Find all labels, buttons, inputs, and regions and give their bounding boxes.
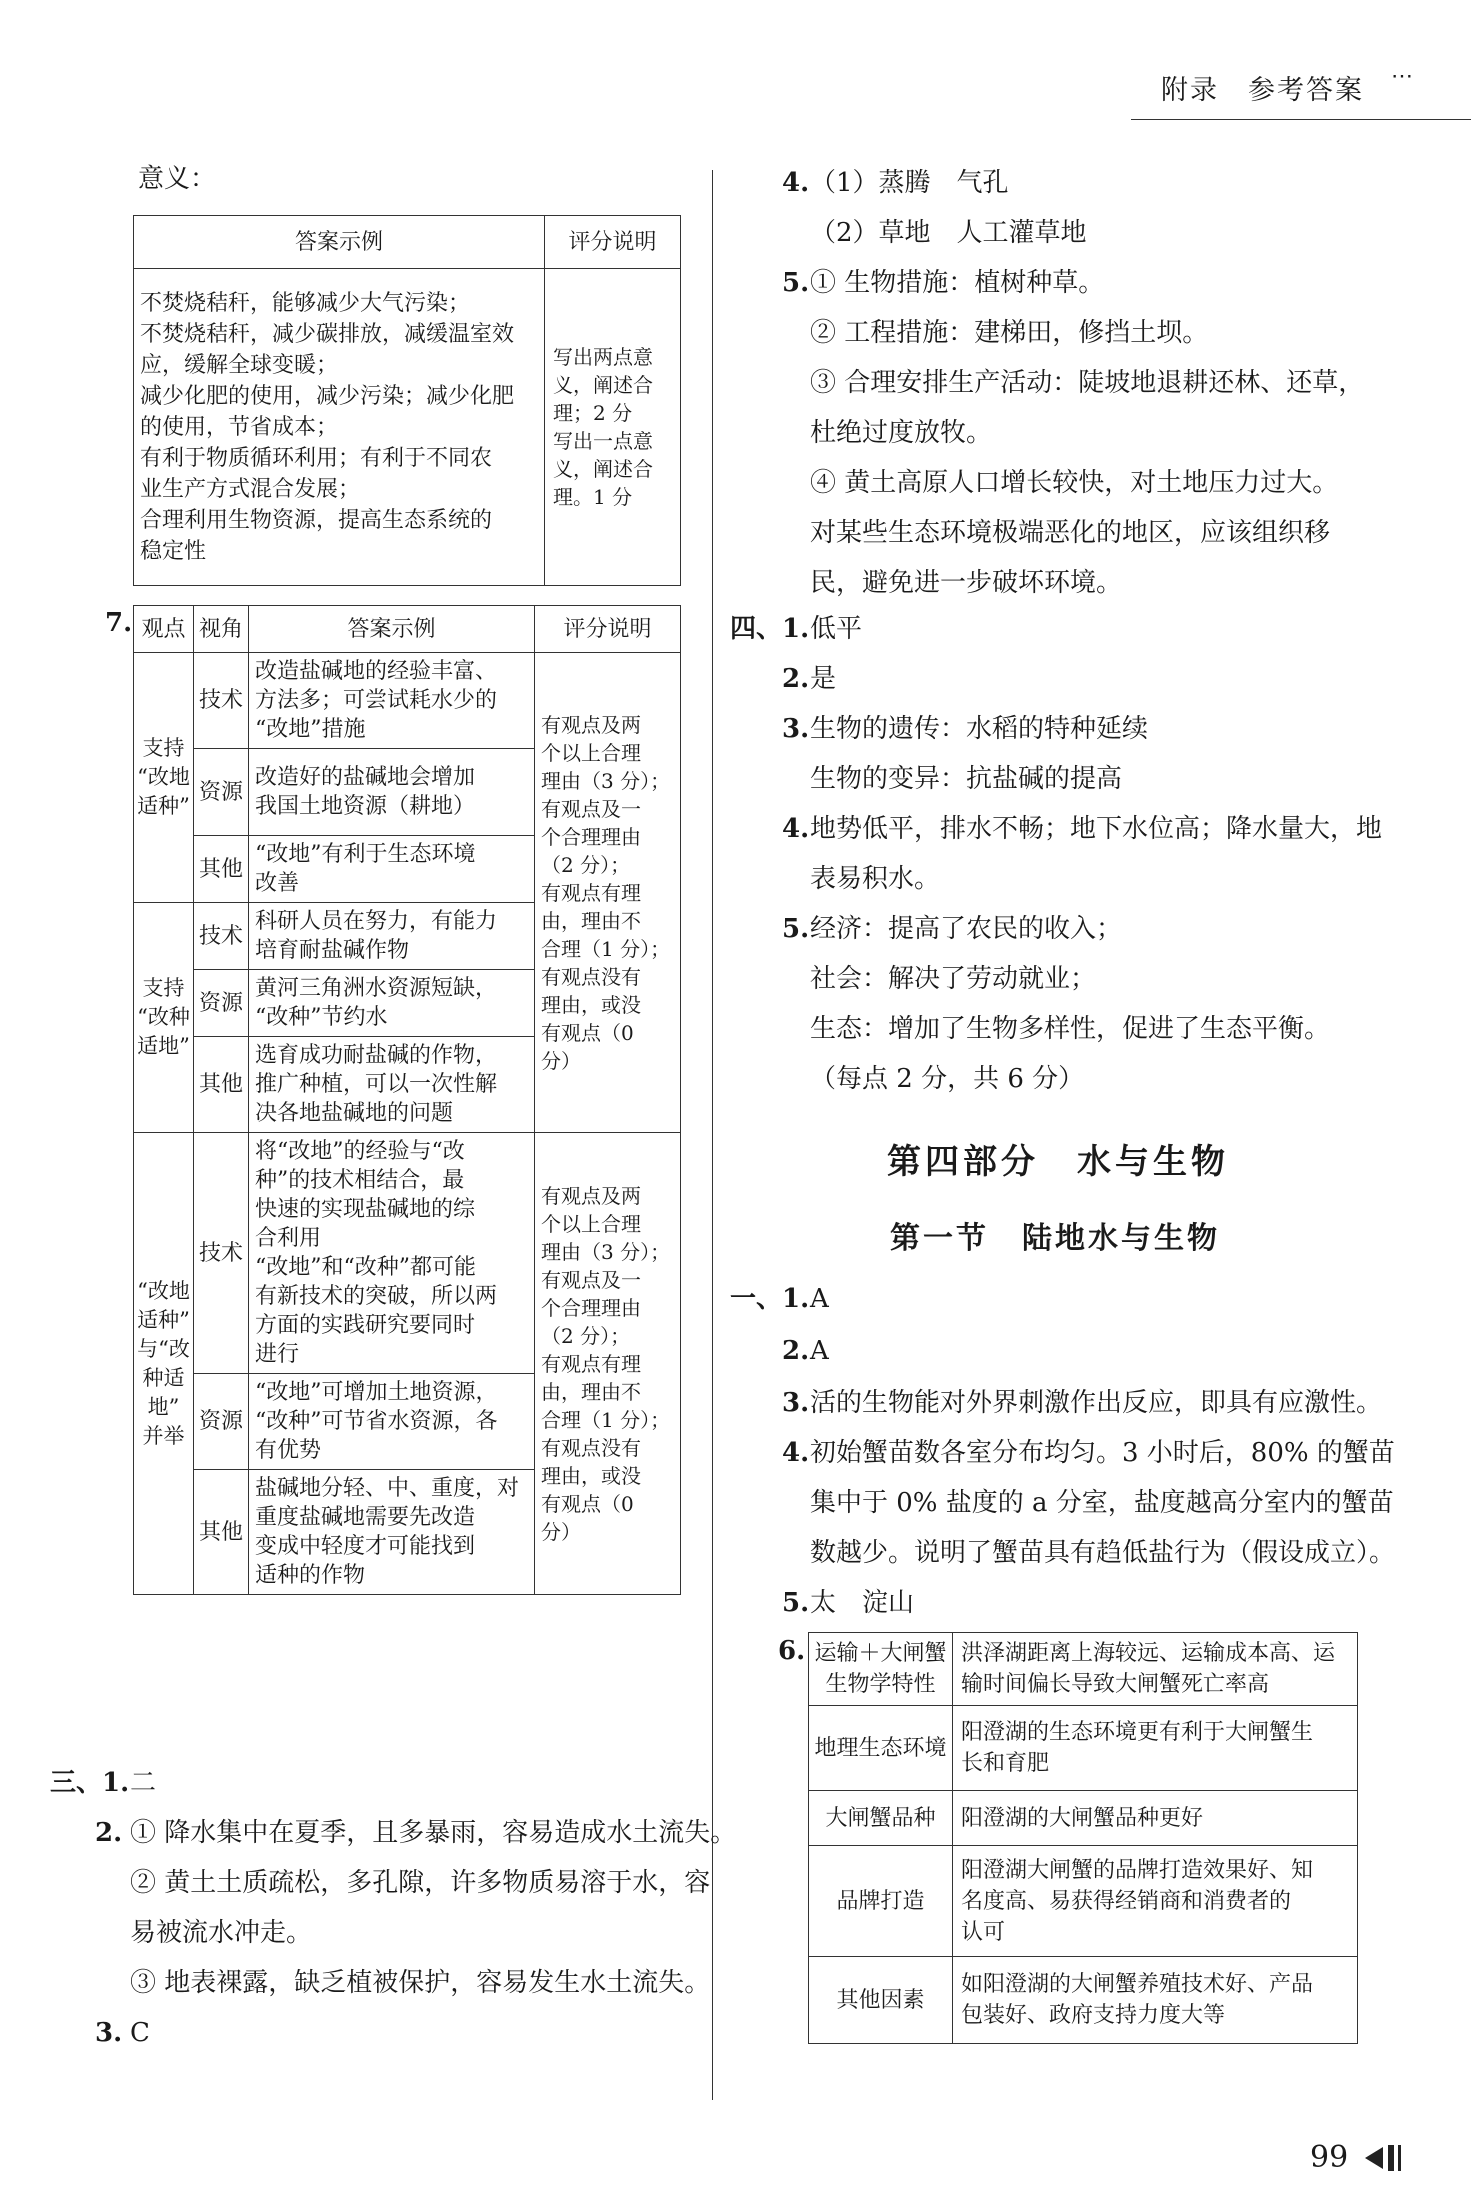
question-number: 3.: [782, 714, 810, 744]
example-line: 减少化肥的使用，减少污染；减少化肥: [140, 383, 515, 409]
example-line: 的使用，节省成本；: [140, 414, 339, 440]
view-line: 与“改: [137, 1336, 190, 1361]
view-line: 种适: [142, 1365, 185, 1390]
example-line: 适种的作物: [255, 1563, 366, 1588]
answer-line: 太 淀山: [810, 1588, 915, 1618]
answer-line: 民，避免进一步破坏环境。: [810, 568, 1123, 598]
scoring-line: 有观点及一: [541, 1267, 641, 1292]
col-header-scoring: 评分说明: [545, 216, 681, 269]
answer-line: 社会：解决了劳动就业；: [810, 964, 1097, 994]
answer-line: C: [130, 2018, 150, 2048]
example-line: 变成中轻度才可能找到: [255, 1534, 476, 1559]
detail-line: 包装好、政府支持力度大等: [961, 2003, 1226, 2028]
col-header-example: 答案示例: [134, 216, 545, 269]
question-number: 5.: [782, 914, 810, 944]
factor-cell: [809, 1957, 953, 2044]
scoring-line: 有观点没有: [541, 1435, 641, 1460]
detail-cell: [953, 1706, 1358, 1791]
detail-line: 如阳澄湖的大闸蟹养殖技术好、产品: [961, 1972, 1314, 1997]
scoring-line: 分）: [541, 1519, 581, 1544]
answer-line: ① 生物措施：植树种草。: [810, 268, 1105, 298]
scoring-cell: [545, 269, 681, 586]
header-rule: [1131, 119, 1471, 120]
view-line: “改地: [137, 765, 190, 789]
example-line: 我国土地资源（耕地）: [255, 794, 476, 819]
page-number: 99: [1310, 2140, 1349, 2175]
scoring-line: 有观点（0: [541, 1020, 634, 1045]
table-row: [809, 1846, 1358, 1957]
example-line: 种”的技术相结合，最: [255, 1168, 465, 1193]
example-line: 将“改地”的经验与“改: [255, 1139, 465, 1164]
answer-line: 杜绝过度放牧。: [810, 418, 993, 448]
detail-line: 名度高、易获得经销商和消费者的: [961, 1888, 1292, 1914]
example-line: 合理利用生物资源，提高生态系统的: [140, 507, 493, 533]
scoring-line: 个以上合理: [541, 1211, 641, 1236]
detail-line: 长和育肥: [961, 1751, 1050, 1776]
angle-cell: 资源: [194, 1374, 249, 1470]
scoring-line: 写出两点意: [553, 345, 653, 369]
example-line: 推广种植，可以一次性解: [255, 1072, 498, 1097]
example-line: 重度盐碱地需要先改造: [255, 1505, 476, 1530]
meaning-label: 意义：: [138, 164, 217, 194]
example-line: 不焚烧秸秆，能够减少大气污染；: [140, 290, 471, 316]
example-cell: [249, 1037, 535, 1133]
table-header-row: [134, 216, 681, 269]
angle-cell: 技术: [194, 1133, 249, 1374]
view-cell: [134, 1133, 194, 1595]
example-line: 稳定性: [140, 538, 207, 564]
answer-line: （每点 2 分，共 6 分）: [810, 1064, 1085, 1094]
example-line: 进行: [255, 1342, 300, 1367]
angle-cell: 其他: [194, 1037, 249, 1133]
scoring-line: 分）: [541, 1048, 581, 1073]
scoring-line: （2 分）；: [541, 852, 631, 877]
example-cell: [249, 970, 535, 1037]
example-cell: [134, 269, 545, 586]
scoring-line: 有观点及两: [541, 712, 641, 737]
example-line: 应，缓解全球变暖；: [140, 352, 339, 378]
answer-line: ① 降水集中在夏季，且多暴雨，容易造成水土流失。: [130, 1818, 737, 1848]
example-line: 改造好的盐碱地会增加: [255, 765, 476, 790]
view-line: “改种: [137, 1005, 190, 1029]
col-header-example: 答案示例: [249, 606, 535, 653]
scoring-line: 有观点有理: [541, 880, 641, 905]
section-title: 第一节 陆地水与生物: [890, 1221, 1220, 1256]
answer-line: ② 黄土土质疏松，多孔隙，许多物质易溶于水，容: [130, 1868, 711, 1898]
example-line: 科研人员在努力，有能力: [255, 909, 498, 934]
question-number: 四、1.: [730, 614, 810, 644]
view-cell: [134, 653, 194, 903]
question-number: 4.: [782, 1438, 810, 1468]
scoring-line: 合理（1 分）；: [541, 1407, 671, 1432]
table-views: [133, 605, 681, 1595]
answer-line: ④ 黄土高原人口增长较快，对土地压力过大。: [810, 468, 1339, 498]
detail-cell: [953, 1957, 1358, 2044]
example-line: “改地”和“改种”都可能: [255, 1255, 476, 1280]
detail-line: 输时间偏长导致大闸蟹死亡率高: [961, 1672, 1270, 1697]
example-line: 改善: [255, 871, 300, 896]
question-number: 2.: [95, 1818, 123, 1848]
detail-line: 阳澄湖的生态环境更有利于大闸蟹生: [961, 1720, 1314, 1745]
part-title: 第四部分 水与生物: [887, 1142, 1229, 1182]
header-mark: ⋯: [1391, 64, 1415, 89]
question-number: 5.: [782, 268, 810, 298]
scoring-line: 有观点有理: [541, 1351, 641, 1376]
example-line: 方面的实践研究要同时: [255, 1313, 476, 1338]
question-number: 2.: [782, 664, 810, 694]
col-header-view: 观点: [134, 606, 194, 653]
question-number: 2.: [782, 1336, 810, 1366]
detail-line: 阳澄湖的大闸蟹品种更好: [961, 1805, 1204, 1831]
answer-line: 数越少。说明了蟹苗具有趋低盐行为（假设成立）。: [810, 1538, 1396, 1568]
col-header-scoring: 评分说明: [535, 606, 681, 653]
question-number: 三、1.: [50, 1768, 130, 1798]
view-line: 适地”: [137, 1034, 190, 1058]
example-line: 不焚烧秸秆，减少碳排放，减缓温室效: [140, 321, 515, 347]
answer-line: 生物的遗传：水稻的特种延续: [810, 714, 1149, 744]
factor-cell: [809, 1846, 953, 1957]
scoring-line: 理由（3 分）；: [541, 1239, 671, 1264]
scoring-line: 个合理理由: [541, 1295, 641, 1320]
factor-cell: [809, 1633, 953, 1706]
answer-line: 生态：增加了生物多样性，促进了生态平衡。: [810, 1014, 1331, 1044]
example-line: “改种”可节省水资源，各: [255, 1409, 498, 1434]
angle-cell: 其他: [194, 836, 249, 903]
answer-line: ② 工程措施：建梯田，修挡土坝。: [810, 318, 1209, 348]
example-line: 选育成功耐盐碱的作物，: [255, 1043, 498, 1068]
example-line: 业生产方式混合发展；: [140, 476, 361, 502]
factor-line: 品牌打造: [836, 1888, 925, 1914]
scoring-line: 理由，或没: [541, 992, 641, 1017]
question-number: 3.: [95, 2018, 123, 2048]
example-line: 改造盐碱地的经验丰富、: [255, 659, 498, 684]
example-cell: [249, 653, 535, 749]
table-row: [809, 1633, 1358, 1706]
example-line: 有优势: [255, 1438, 322, 1463]
example-line: 培育耐盐碱作物: [255, 938, 410, 963]
detail-line: 阳澄湖大闸蟹的品牌打造效果好、知: [961, 1857, 1314, 1883]
example-cell: [249, 836, 535, 903]
answer-line: 初始蟹苗数各室分布均匀。3 小时后，80% 的蟹苗: [810, 1438, 1395, 1468]
scoring-line: 义，阐述合: [553, 457, 653, 481]
answer-line: A: [810, 1336, 829, 1366]
scoring-cell: [535, 653, 681, 1133]
scoring-line: 有观点没有: [541, 964, 641, 989]
answer-line: 低平: [810, 614, 863, 644]
view-line: 地”: [147, 1394, 180, 1419]
col-header-angle: 视角: [194, 606, 249, 653]
scoring-line: 合理（1 分）；: [541, 936, 671, 961]
scoring-line: 个以上合理: [541, 740, 641, 765]
scoring-line: （2 分）；: [541, 1323, 631, 1348]
view-line: 支持: [142, 976, 185, 1000]
view-cell: [134, 903, 194, 1133]
page-arrow-icon: [1365, 2147, 1383, 2169]
header-text: 附录 参考答案: [1161, 75, 1364, 106]
table-row: [809, 1791, 1358, 1846]
scoring-line: 义，阐述合: [553, 373, 653, 397]
factor-cell: [809, 1706, 953, 1791]
table-meaning: [133, 215, 681, 586]
table-row: [134, 653, 681, 749]
scoring-line: 写出一点意: [553, 429, 653, 453]
answer-line: 集中于 0% 盐度的 a 分室，盐度越高分室内的蟹苗: [810, 1488, 1394, 1518]
table-header-row: [134, 606, 681, 653]
example-line: 方法多；可尝试耗水少的: [255, 688, 498, 713]
factor-line: 其他因素: [836, 1987, 925, 2013]
answer-line: A: [810, 1284, 829, 1314]
question-number: 一、1.: [730, 1284, 810, 1314]
answer-line: 是: [810, 664, 837, 694]
scoring-line: 由，理由不: [541, 1379, 641, 1404]
scoring-line: 个合理理由: [541, 824, 641, 849]
angle-cell: 资源: [194, 749, 249, 836]
scoring-cell: [535, 1133, 681, 1595]
factor-cell: [809, 1791, 953, 1846]
detail-line: 认可: [961, 1919, 1006, 1945]
answer-line: ③ 合理安排生产活动：陡坡地退耕还林、还草，: [810, 368, 1365, 398]
table-row: [134, 1133, 681, 1374]
view-line: 适种”: [137, 794, 190, 818]
angle-cell: 其他: [194, 1470, 249, 1595]
answer-line: 对某些生态环境极端恶化的地区，应该组织移: [810, 518, 1331, 548]
scoring-line: 有观点（0: [541, 1491, 634, 1516]
question-number: 5.: [782, 1588, 810, 1618]
answer-line: 表易积水。: [810, 864, 941, 894]
answer-line: 易被流水冲走。: [130, 1918, 313, 1948]
answer-line: 经济：提高了农民的收入；: [810, 914, 1123, 944]
example-line: “改种”节约水: [255, 1005, 388, 1030]
answer-line: 地势低平，排水不畅；地下水位高；降水量大，地: [810, 814, 1383, 844]
example-line: 黄河三角洲水资源短缺，: [255, 976, 498, 1001]
question-number: 4.: [782, 168, 810, 198]
example-line: “改地”可增加土地资源，: [255, 1380, 498, 1405]
example-cell: [249, 903, 535, 970]
example-line: 有利于物质循环利用；有利于不同农: [140, 445, 493, 471]
factor-line: 生物学特性: [825, 1672, 936, 1697]
question-number: 3.: [782, 1388, 810, 1418]
scoring-line: 理由，或没: [541, 1463, 641, 1488]
question-number: 4.: [782, 814, 810, 844]
answer-line: （2）草地 人工灌草地: [810, 218, 1087, 248]
view-line: 支持: [142, 736, 185, 760]
view-line: 并举: [142, 1423, 185, 1448]
table-crab-factors: [808, 1632, 1358, 2044]
example-line: 快速的实现盐碱地的综: [255, 1197, 476, 1222]
example-line: “改地”有利于生态环境: [255, 842, 476, 867]
answer-line: （1）蒸腾 气孔: [810, 168, 1009, 198]
example-cell: [249, 749, 535, 836]
angle-cell: 技术: [194, 653, 249, 749]
running-header: [1131, 60, 1471, 120]
detail-line: 洪泽湖距离上海较远、运输成本高、运: [961, 1641, 1336, 1666]
column-divider: [712, 170, 713, 2100]
example-cell: [249, 1470, 535, 1595]
scoring-line: 由，理由不: [541, 908, 641, 933]
answer-line: ③ 地表裸露，缺乏植被保护，容易发生水土流失。: [130, 1968, 711, 1998]
scoring-line: 有观点及一: [541, 796, 641, 821]
table-row: [134, 269, 681, 586]
answer-line: 二: [130, 1768, 157, 1798]
table-row: [809, 1957, 1358, 2044]
example-line: 决各地盐碱地的问题: [255, 1101, 454, 1126]
angle-cell: 技术: [194, 903, 249, 970]
view-line: “改地: [137, 1278, 190, 1303]
table-row: [809, 1706, 1358, 1791]
factor-line: 运输＋大闸蟹: [814, 1641, 947, 1666]
answer-line: 生物的变异：抗盐碱的提高: [810, 764, 1123, 794]
scoring-line: 理由（3 分）；: [541, 768, 671, 793]
answer-line: 活的生物能对外界刺激作出反应，即具有应激性。: [810, 1388, 1383, 1418]
angle-cell: 资源: [194, 970, 249, 1037]
example-line: 盐碱地分轻、中、重度，对: [255, 1476, 520, 1501]
example-cell: [249, 1133, 535, 1374]
example-line: “改地”措施: [255, 717, 366, 742]
scoring-line: 理。1 分: [553, 485, 633, 509]
factor-line: 大闸蟹品种: [825, 1805, 936, 1831]
page-bar-icon: [1388, 2145, 1394, 2171]
detail-cell: [953, 1846, 1358, 1957]
example-cell: [249, 1374, 535, 1470]
q7-label: 7.: [105, 608, 133, 638]
factor-line: 地理生态环境: [814, 1735, 947, 1761]
page-bar-icon-2: [1398, 2145, 1401, 2171]
detail-cell: [953, 1633, 1358, 1706]
view-line: 适种”: [137, 1307, 190, 1332]
q6-label: 6.: [778, 1636, 806, 1666]
example-line: 合利用: [255, 1226, 322, 1251]
scoring-line: 有观点及两: [541, 1183, 641, 1208]
scoring-line: 理；2 分: [553, 401, 633, 425]
example-line: 有新技术的突破，所以两: [255, 1284, 498, 1309]
detail-cell: [953, 1791, 1358, 1846]
